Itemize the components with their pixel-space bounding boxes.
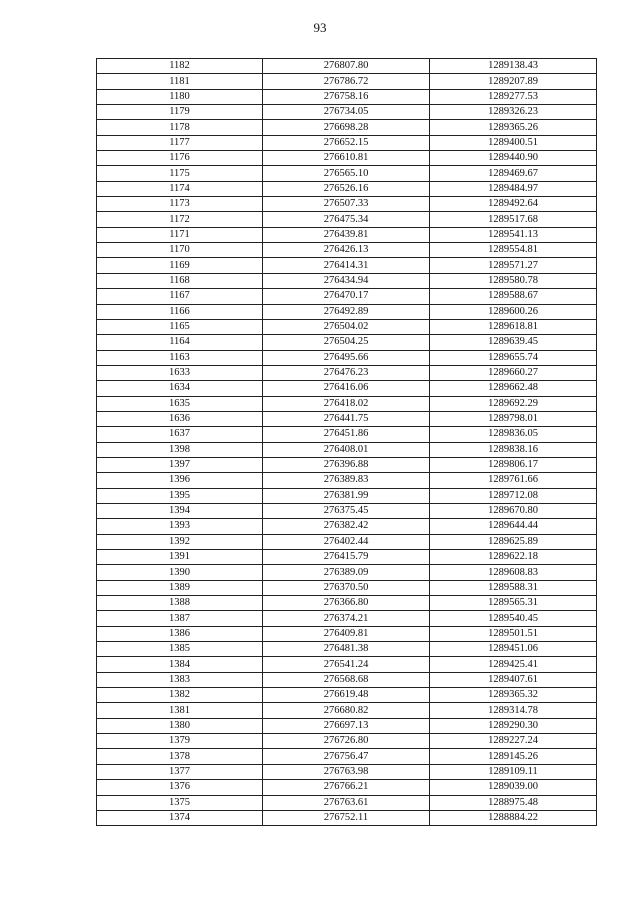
coordinates-table <box>96 58 597 826</box>
point-number-cell: 1176 <box>97 151 263 166</box>
point-number-cell: 1169 <box>97 258 263 273</box>
table-row <box>97 365 597 380</box>
y-coordinate-cell: 1289554.81 <box>430 243 597 258</box>
x-coordinate-cell: 276476.23 <box>263 365 430 380</box>
point-number-cell: 1634 <box>97 381 263 396</box>
y-coordinate-cell: 1289565.31 <box>430 596 597 611</box>
y-coordinate-cell: 1289798.01 <box>430 411 597 426</box>
y-coordinate-cell: 1289660.27 <box>430 365 597 380</box>
table-row <box>97 74 597 89</box>
x-coordinate-cell: 276756.47 <box>263 749 430 764</box>
table-row <box>97 611 597 626</box>
y-coordinate-cell: 1289571.27 <box>430 258 597 273</box>
table-row <box>97 151 597 166</box>
point-number-cell: 1174 <box>97 181 263 196</box>
x-coordinate-cell: 276434.94 <box>263 273 430 288</box>
point-number-cell: 1636 <box>97 411 263 426</box>
point-number-cell: 1383 <box>97 672 263 687</box>
y-coordinate-cell: 1289451.06 <box>430 642 597 657</box>
point-number-cell: 1391 <box>97 550 263 565</box>
y-coordinate-cell: 1289039.00 <box>430 780 597 795</box>
y-coordinate-cell: 1289440.90 <box>430 151 597 166</box>
x-coordinate-cell: 276375.45 <box>263 503 430 518</box>
table-row <box>97 120 597 135</box>
point-number-cell: 1389 <box>97 580 263 595</box>
y-coordinate-cell: 1289644.44 <box>430 519 597 534</box>
table-row <box>97 396 597 411</box>
point-number-cell: 1171 <box>97 227 263 242</box>
x-coordinate-cell: 276439.81 <box>263 227 430 242</box>
point-number-cell: 1379 <box>97 734 263 749</box>
x-coordinate-cell: 276382.42 <box>263 519 430 534</box>
point-number-cell: 1395 <box>97 488 263 503</box>
y-coordinate-cell: 1289806.17 <box>430 457 597 472</box>
y-coordinate-cell: 1289290.30 <box>430 718 597 733</box>
point-number-cell: 1382 <box>97 688 263 703</box>
x-coordinate-cell: 276652.15 <box>263 135 430 150</box>
point-number-cell: 1178 <box>97 120 263 135</box>
x-coordinate-cell: 276470.17 <box>263 289 430 304</box>
table-row <box>97 734 597 749</box>
table-row <box>97 258 597 273</box>
page-number: 93 <box>313 20 327 35</box>
point-number-cell: 1165 <box>97 319 263 334</box>
point-number-cell: 1385 <box>97 642 263 657</box>
point-number-cell: 1637 <box>97 427 263 442</box>
x-coordinate-cell: 276441.75 <box>263 411 430 426</box>
x-coordinate-cell: 276807.80 <box>263 59 430 74</box>
point-number-cell: 1393 <box>97 519 263 534</box>
table-row <box>97 442 597 457</box>
y-coordinate-cell: 1288884.22 <box>430 810 597 825</box>
table-row <box>97 795 597 810</box>
x-coordinate-cell: 276697.13 <box>263 718 430 733</box>
point-number-cell: 1164 <box>97 335 263 350</box>
x-coordinate-cell: 276766.21 <box>263 780 430 795</box>
point-number-cell: 1380 <box>97 718 263 733</box>
y-coordinate-cell: 1289540.45 <box>430 611 597 626</box>
point-number-cell: 1398 <box>97 442 263 457</box>
point-number-cell: 1386 <box>97 626 263 641</box>
y-coordinate-cell: 1289580.78 <box>430 273 597 288</box>
y-coordinate-cell: 1289207.89 <box>430 74 597 89</box>
table-row <box>97 626 597 641</box>
x-coordinate-cell: 276396.88 <box>263 457 430 472</box>
table-row <box>97 457 597 472</box>
x-coordinate-cell: 276619.48 <box>263 688 430 703</box>
y-coordinate-cell: 1288975.48 <box>430 795 597 810</box>
y-coordinate-cell: 1289145.26 <box>430 749 597 764</box>
y-coordinate-cell: 1289484.97 <box>430 181 597 196</box>
table-row <box>97 688 597 703</box>
y-coordinate-cell: 1289712.08 <box>430 488 597 503</box>
x-coordinate-cell: 276763.61 <box>263 795 430 810</box>
y-coordinate-cell: 1289407.61 <box>430 672 597 687</box>
point-number-cell: 1166 <box>97 304 263 319</box>
point-number-cell: 1392 <box>97 534 263 549</box>
table-row <box>97 381 597 396</box>
x-coordinate-cell: 276726.80 <box>263 734 430 749</box>
table-row <box>97 764 597 779</box>
table-row <box>97 335 597 350</box>
table-row <box>97 197 597 212</box>
y-coordinate-cell: 1289692.29 <box>430 396 597 411</box>
point-number-cell: 1177 <box>97 135 263 150</box>
point-number-cell: 1374 <box>97 810 263 825</box>
x-coordinate-cell: 276786.72 <box>263 74 430 89</box>
x-coordinate-cell: 276408.01 <box>263 442 430 457</box>
table-row <box>97 703 597 718</box>
table-row <box>97 289 597 304</box>
y-coordinate-cell: 1289600.26 <box>430 304 597 319</box>
table-row <box>97 350 597 365</box>
y-coordinate-cell: 1289469.67 <box>430 166 597 181</box>
y-coordinate-cell: 1289425.41 <box>430 657 597 672</box>
x-coordinate-cell: 276758.16 <box>263 89 430 104</box>
table-row <box>97 273 597 288</box>
table-row <box>97 780 597 795</box>
point-number-cell: 1167 <box>97 289 263 304</box>
x-coordinate-cell: 276415.79 <box>263 550 430 565</box>
table-row <box>97 89 597 104</box>
point-number-cell: 1394 <box>97 503 263 518</box>
y-coordinate-cell: 1289655.74 <box>430 350 597 365</box>
coordinates-table-body <box>97 59 597 826</box>
x-coordinate-cell: 276504.25 <box>263 335 430 350</box>
point-number-cell: 1635 <box>97 396 263 411</box>
point-number-cell: 1376 <box>97 780 263 795</box>
point-number-cell: 1381 <box>97 703 263 718</box>
table-row <box>97 810 597 825</box>
point-number-cell: 1387 <box>97 611 263 626</box>
point-number-cell: 1397 <box>97 457 263 472</box>
table-row <box>97 534 597 549</box>
table-row <box>97 411 597 426</box>
y-coordinate-cell: 1289625.89 <box>430 534 597 549</box>
x-coordinate-cell: 276481.38 <box>263 642 430 657</box>
x-coordinate-cell: 276389.09 <box>263 565 430 580</box>
point-number-cell: 1181 <box>97 74 263 89</box>
table-row <box>97 105 597 120</box>
point-number-cell: 1377 <box>97 764 263 779</box>
point-number-cell: 1633 <box>97 365 263 380</box>
y-coordinate-cell: 1289365.32 <box>430 688 597 703</box>
point-number-cell: 1179 <box>97 105 263 120</box>
table-row <box>97 519 597 534</box>
y-coordinate-cell: 1289639.45 <box>430 335 597 350</box>
y-coordinate-cell: 1289109.11 <box>430 764 597 779</box>
x-coordinate-cell: 276370.50 <box>263 580 430 595</box>
point-number-cell: 1168 <box>97 273 263 288</box>
table-row <box>97 473 597 488</box>
table-row <box>97 642 597 657</box>
x-coordinate-cell: 276698.28 <box>263 120 430 135</box>
y-coordinate-cell: 1289138.43 <box>430 59 597 74</box>
x-coordinate-cell: 276541.24 <box>263 657 430 672</box>
x-coordinate-cell: 276418.02 <box>263 396 430 411</box>
y-coordinate-cell: 1289836.05 <box>430 427 597 442</box>
x-coordinate-cell: 276568.68 <box>263 672 430 687</box>
table-row <box>97 657 597 672</box>
point-number-cell: 1388 <box>97 596 263 611</box>
y-coordinate-cell: 1289608.83 <box>430 565 597 580</box>
x-coordinate-cell: 276366.80 <box>263 596 430 611</box>
point-number-cell: 1390 <box>97 565 263 580</box>
y-coordinate-cell: 1289622.18 <box>430 550 597 565</box>
point-number-cell: 1396 <box>97 473 263 488</box>
y-coordinate-cell: 1289761.66 <box>430 473 597 488</box>
x-coordinate-cell: 276402.44 <box>263 534 430 549</box>
table-row <box>97 135 597 150</box>
table-row <box>97 427 597 442</box>
point-number-cell: 1172 <box>97 212 263 227</box>
x-coordinate-cell: 276374.21 <box>263 611 430 626</box>
y-coordinate-cell: 1289618.81 <box>430 319 597 334</box>
x-coordinate-cell: 276389.83 <box>263 473 430 488</box>
table-row <box>97 580 597 595</box>
table-row <box>97 319 597 334</box>
point-number-cell: 1384 <box>97 657 263 672</box>
x-coordinate-cell: 276680.82 <box>263 703 430 718</box>
y-coordinate-cell: 1289662.48 <box>430 381 597 396</box>
point-number-cell: 1163 <box>97 350 263 365</box>
y-coordinate-cell: 1289365.26 <box>430 120 597 135</box>
y-coordinate-cell: 1289501.51 <box>430 626 597 641</box>
x-coordinate-cell: 276492.89 <box>263 304 430 319</box>
table-row <box>97 181 597 196</box>
x-coordinate-cell: 276409.81 <box>263 626 430 641</box>
y-coordinate-cell: 1289400.51 <box>430 135 597 150</box>
table-row <box>97 304 597 319</box>
table-row <box>97 212 597 227</box>
x-coordinate-cell: 276416.06 <box>263 381 430 396</box>
table-row <box>97 59 597 74</box>
y-coordinate-cell: 1289838.16 <box>430 442 597 457</box>
y-coordinate-cell: 1289588.67 <box>430 289 597 304</box>
y-coordinate-cell: 1289227.24 <box>430 734 597 749</box>
table-row <box>97 243 597 258</box>
table-row <box>97 672 597 687</box>
y-coordinate-cell: 1289588.31 <box>430 580 597 595</box>
y-coordinate-cell: 1289541.13 <box>430 227 597 242</box>
y-coordinate-cell: 1289517.68 <box>430 212 597 227</box>
table-row <box>97 565 597 580</box>
point-number-cell: 1173 <box>97 197 263 212</box>
table-row <box>97 166 597 181</box>
point-number-cell: 1175 <box>97 166 263 181</box>
x-coordinate-cell: 276752.11 <box>263 810 430 825</box>
y-coordinate-cell: 1289326.23 <box>430 105 597 120</box>
y-coordinate-cell: 1289670.80 <box>430 503 597 518</box>
point-number-cell: 1170 <box>97 243 263 258</box>
x-coordinate-cell: 276565.10 <box>263 166 430 181</box>
point-number-cell: 1375 <box>97 795 263 810</box>
table-row <box>97 227 597 242</box>
table-row <box>97 550 597 565</box>
x-coordinate-cell: 276451.86 <box>263 427 430 442</box>
x-coordinate-cell: 276475.34 <box>263 212 430 227</box>
table-row <box>97 503 597 518</box>
table-row <box>97 488 597 503</box>
x-coordinate-cell: 276381.99 <box>263 488 430 503</box>
y-coordinate-cell: 1289492.64 <box>430 197 597 212</box>
x-coordinate-cell: 276507.33 <box>263 197 430 212</box>
table-row <box>97 749 597 764</box>
point-number-cell: 1182 <box>97 59 263 74</box>
point-number-cell: 1378 <box>97 749 263 764</box>
x-coordinate-cell: 276734.05 <box>263 105 430 120</box>
x-coordinate-cell: 276426.13 <box>263 243 430 258</box>
table-row <box>97 718 597 733</box>
x-coordinate-cell: 276610.81 <box>263 151 430 166</box>
x-coordinate-cell: 276495.66 <box>263 350 430 365</box>
y-coordinate-cell: 1289277.53 <box>430 89 597 104</box>
x-coordinate-cell: 276526.16 <box>263 181 430 196</box>
x-coordinate-cell: 276504.02 <box>263 319 430 334</box>
x-coordinate-cell: 276414.31 <box>263 258 430 273</box>
x-coordinate-cell: 276763.98 <box>263 764 430 779</box>
point-number-cell: 1180 <box>97 89 263 104</box>
table-row <box>97 596 597 611</box>
y-coordinate-cell: 1289314.78 <box>430 703 597 718</box>
